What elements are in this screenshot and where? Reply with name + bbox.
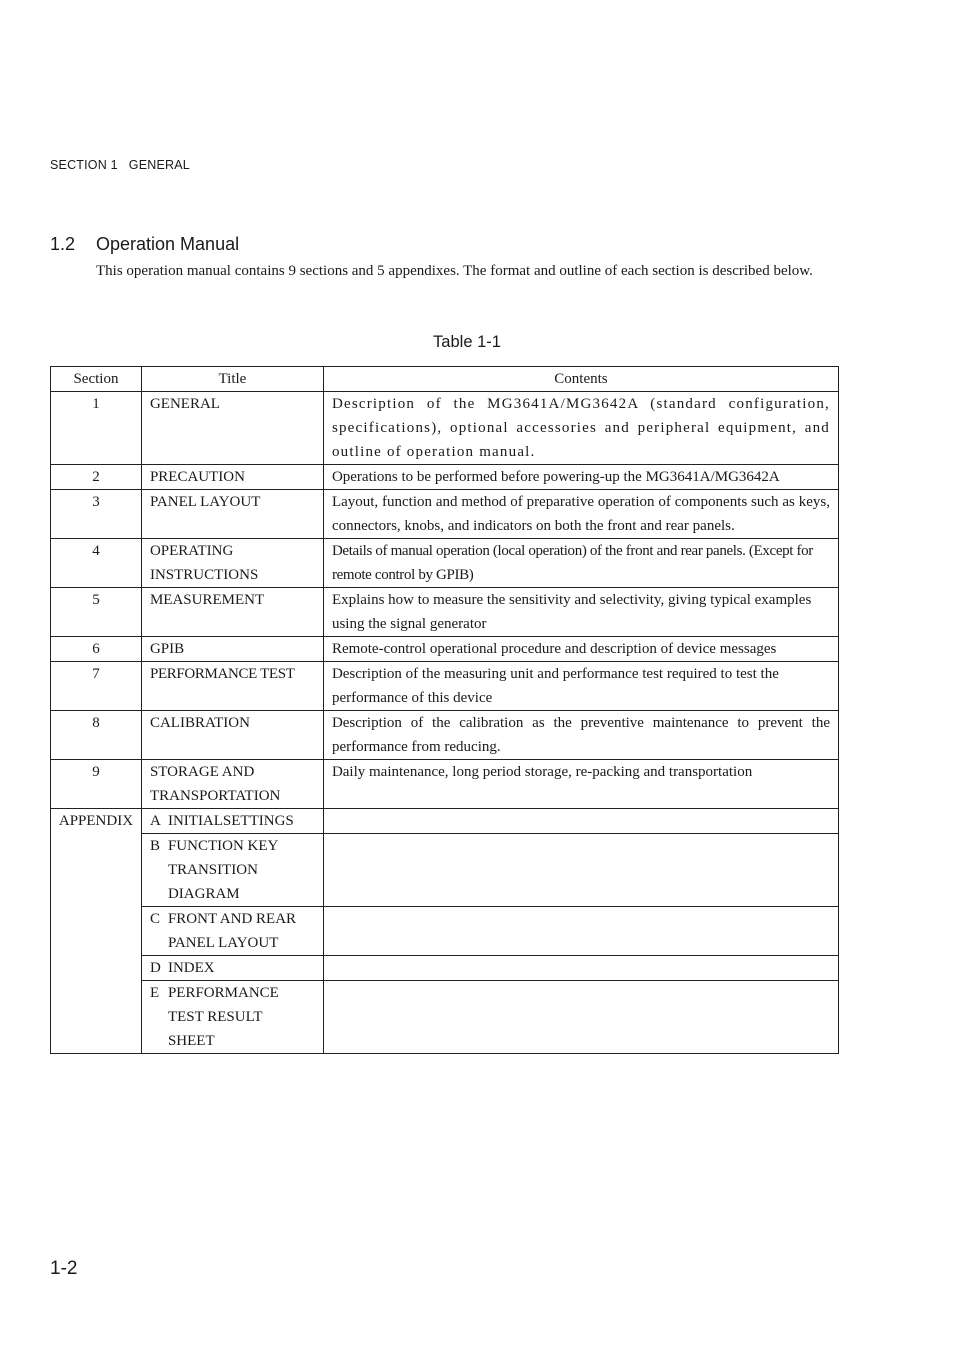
appendix-title-cell (141, 981, 323, 1054)
contents-table (50, 366, 839, 1054)
appendix-contents (323, 907, 838, 956)
section-title: PANEL LAYOUT (141, 490, 323, 539)
appendix-contents (323, 809, 838, 834)
appendix-label: APPENDIX (51, 809, 142, 1054)
section-number: 2 (51, 465, 142, 490)
section-title: GENERAL (141, 392, 323, 465)
section-heading-title: Operation Manual (96, 234, 240, 254)
table-row (51, 392, 839, 465)
intro-paragraph: This operation manual contains 9 sections and 5 appendixes. The format and outline of each section is described below. (96, 263, 813, 279)
section-number: 1 (51, 392, 142, 465)
appendix-row (51, 956, 839, 981)
appendix-letter: D (149, 960, 161, 976)
header-section: Section (51, 367, 142, 392)
table-row (51, 637, 839, 662)
section-contents: Details of manual operation (local operation) of the front and rear panels. (Except for remote control by GPIB) (323, 539, 838, 588)
section-contents: Description of the calibration as the preventive maintenance to prevent the performance from reducing. (323, 711, 838, 760)
appendix-title: FUNCTION KEY TRANSITION DIAGRAM (167, 838, 278, 902)
section-contents: Operations to be performed before powering-up the MG3641A/MG3642A (323, 465, 838, 490)
header-contents: Contents (323, 367, 838, 392)
section-number: 3 (51, 490, 142, 539)
table-row (51, 465, 839, 490)
table-row (51, 588, 839, 637)
section-title: CALIBRATION (141, 711, 323, 760)
appendix-title: INDEX (167, 960, 215, 976)
running-head (50, 158, 190, 172)
section-heading-number: 1.2 (50, 234, 76, 254)
section-number: 8 (51, 711, 142, 760)
appendix-letter: E (149, 985, 160, 1001)
appendix-title-cell (141, 809, 323, 834)
page-number: 1-2 (50, 1258, 78, 1279)
section-number: 4 (51, 539, 142, 588)
table-header-row (51, 367, 839, 392)
header-title: Title (141, 367, 323, 392)
appendix-row (51, 981, 839, 1054)
section-contents: Layout, function and method of preparative operation of components such as keys, connectors, knobs, and indicators on both the front and rear panels. (323, 490, 838, 539)
appendix-title-cell (141, 956, 323, 981)
appendix-row (51, 907, 839, 956)
appendix-contents (323, 956, 838, 981)
table-row (51, 539, 839, 588)
appendix-contents (323, 981, 838, 1054)
table-caption: Table 1-1 (433, 333, 501, 351)
appendix-title: INITIALSETTINGS (167, 813, 294, 829)
running-head-name: GENERAL (128, 158, 190, 172)
table-row (51, 760, 839, 809)
appendix-title: FRONT AND REAR PANEL LAYOUT (167, 911, 297, 951)
table-row (51, 662, 839, 711)
section-title: GPIB (141, 637, 323, 662)
appendix-title: PERFORMANCE TEST RESULT SHEET (167, 985, 279, 1049)
appendix-letter: C (149, 911, 160, 927)
section-title: STORAGE AND TRANSPORTATION (141, 760, 323, 809)
appendix-row (51, 834, 839, 907)
appendix-letter: B (149, 838, 160, 854)
section-title: MEASUREMENT (141, 588, 323, 637)
section-contents: Daily maintenance, long period storage, re-packing and transportation (323, 760, 838, 809)
section-number: 9 (51, 760, 142, 809)
section-title: PERFORMANCE TEST (141, 662, 323, 711)
section-number: 7 (51, 662, 142, 711)
section-heading (50, 234, 239, 255)
appendix-row (51, 809, 839, 834)
section-contents: Description of the measuring unit and performance test required to test the performance of this device (323, 662, 838, 711)
section-title: PRECAUTION (141, 465, 323, 490)
section-contents: Explains how to measure the sensitivity and selectivity, giving typical examples using the signal generator (323, 588, 838, 637)
section-number: 5 (51, 588, 142, 637)
running-head-section: SECTION 1 (50, 158, 118, 172)
section-title: OPERATING INSTRUCTIONS (141, 539, 323, 588)
appendix-contents (323, 834, 838, 907)
table-row (51, 490, 839, 539)
section-number: 6 (51, 637, 142, 662)
table-row (51, 711, 839, 760)
appendix-letter: A (149, 813, 161, 829)
appendix-title-cell (141, 907, 323, 956)
section-contents: Description of the MG3641A/MG3642A (standard configuration, specifications), optional accessories and peripheral equipment, and outline of operation manual. (323, 392, 838, 465)
section-contents: Remote-control operational procedure and description of device messages (323, 637, 838, 662)
appendix-title-cell (141, 834, 323, 907)
